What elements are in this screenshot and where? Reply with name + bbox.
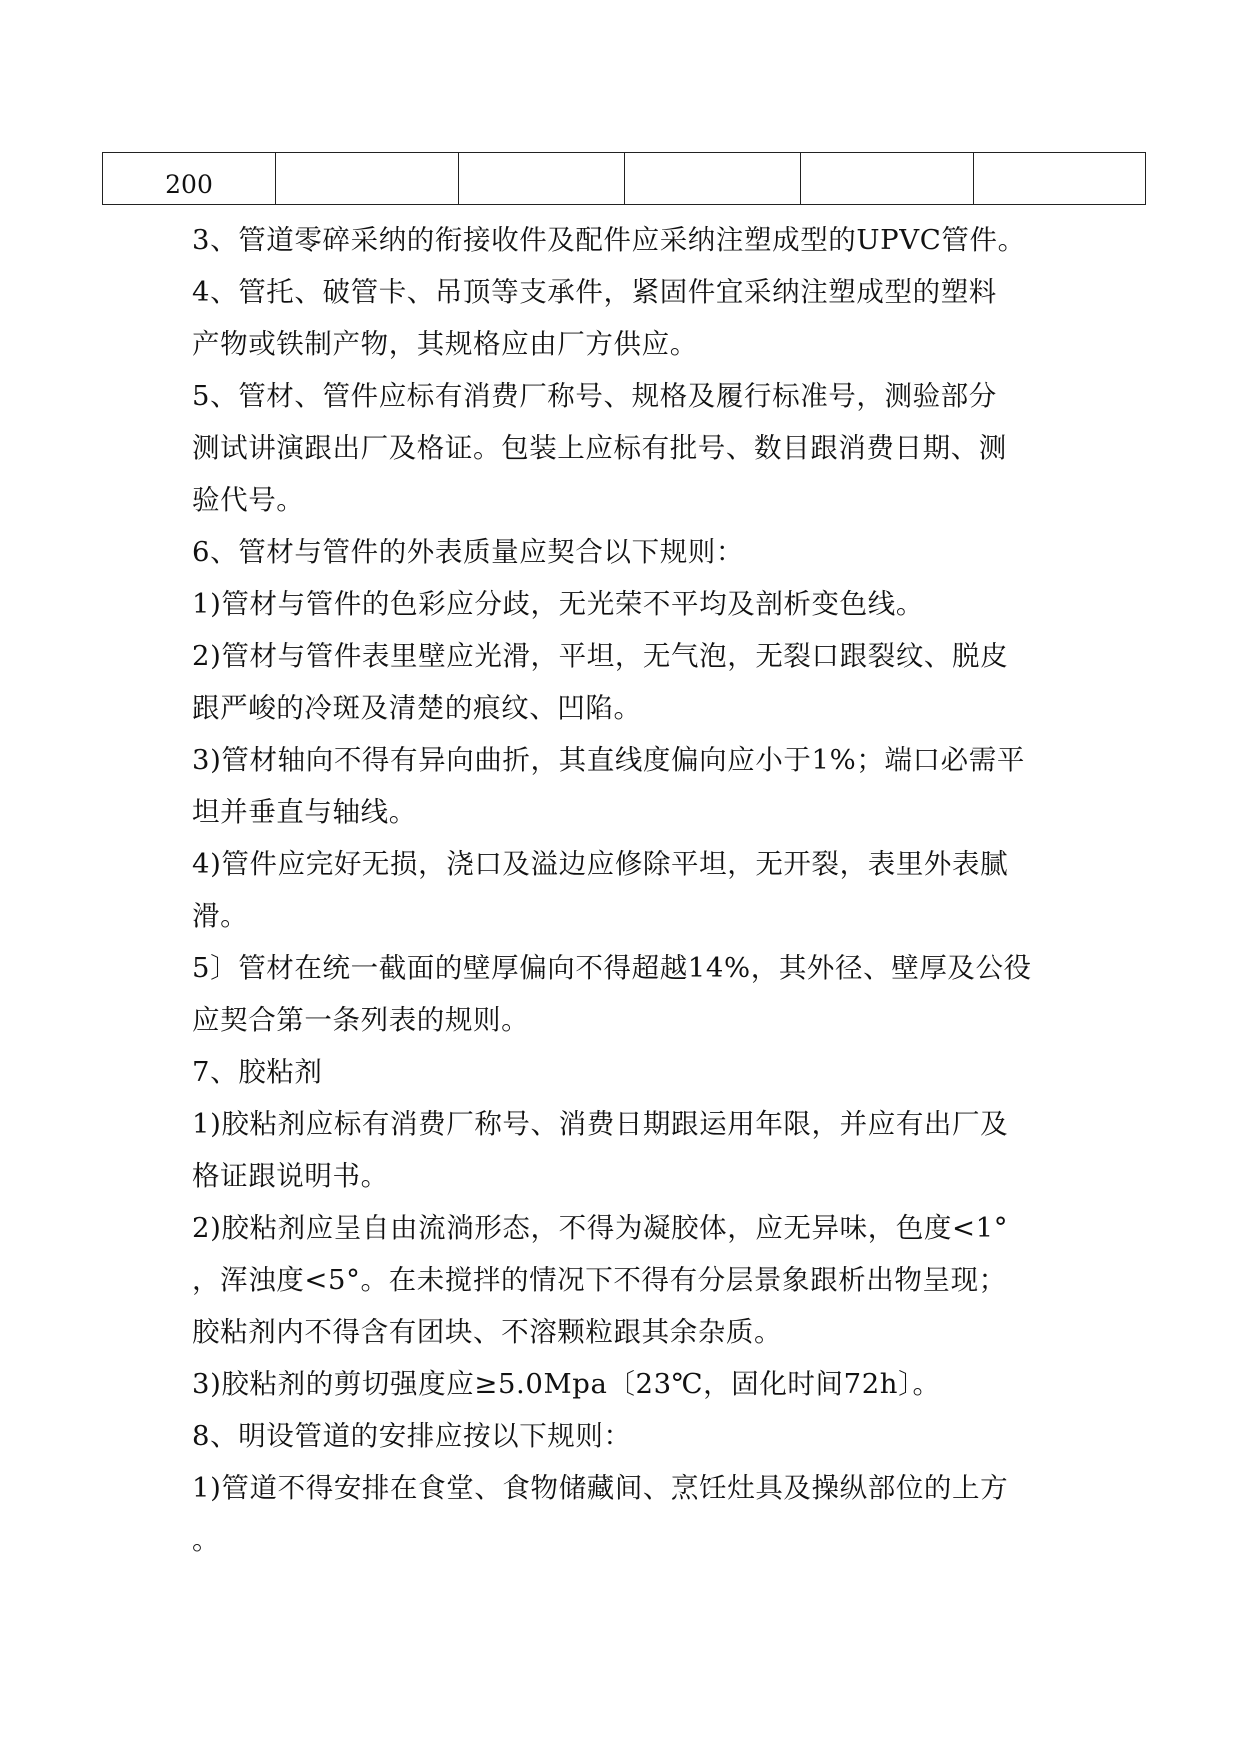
paragraph-subitem-7-1: 1)胶粘剂应标有消费厂称号、消费日期跟运用年限，并应有出厂及 格证跟说明书。 xyxy=(192,1108,1009,1192)
paragraph-subitem-8-1: 1)管道不得安排在食堂、食物储藏间、烹饪灶具及操纵部位的上方 。 xyxy=(192,1472,1009,1556)
paragraph-subitem-6-1: 1)管材与管件的色彩应分歧，无光荣不平均及剖析变色线。 xyxy=(192,588,924,620)
table-cell xyxy=(974,153,1146,205)
paragraph-subitem-6-2: 2)管材与管件表里壁应光滑，平坦，无气泡，无裂口跟裂纹、脱皮 跟严峻的冷斑及清楚的痕纹、凹陷。 xyxy=(192,640,1009,724)
table-cell: 200 xyxy=(103,153,276,205)
paragraph-item-4: 4、管托、破管卡、吊顶等支承件，紧固件宜采纳注塑成型的塑料 产物或铁制产物，其规格应由厂方供应。 xyxy=(192,276,997,360)
paragraph-subitem-6-5: 5〕管材在统一截面的壁厚偏向不得超越14%，其外径、壁厚及公役 应契合第一条列表的规则。 xyxy=(192,952,1032,1036)
paragraph-subitem-6-4: 4)管件应完好无损，浇口及溢边应修除平坦，无开裂，表里外表腻 滑。 xyxy=(192,848,1009,932)
paragraph-subitem-7-2: 2)胶粘剂应呈自由流淌形态，不得为凝胶体，应无异味，色度<1° ，浑浊度<5°。在未搅拌的情况下不得有分层景象跟析出物呈现； 胶粘剂内不得含有团块、不溶颗粒跟其余杂质。 xyxy=(192,1212,1009,1348)
paragraph-item-8: 8、明设管道的安排应按以下规则： xyxy=(192,1420,632,1452)
table-cell xyxy=(459,153,625,205)
paragraph-item-3: 3、管道零碎采纳的衔接收件及配件应采纳注塑成型的UPVC管件。 xyxy=(192,224,1026,256)
paragraph-subitem-6-3: 3)管材轴向不得有异向曲折，其直线度偏向应小于1%；端口必需平 坦并垂直与轴线。 xyxy=(192,744,1025,828)
table-cell xyxy=(801,153,974,205)
paragraph-item-5: 5、管材、管件应标有消费厂称号、规格及履行标准号，测验部分 测试讲演跟出厂及格证。包装上应标有批号、数目跟消费日期、测 验代号。 xyxy=(192,380,1007,516)
table-row xyxy=(103,153,1146,205)
spec-table xyxy=(102,152,1146,205)
paragraph-item-6: 6、管材与管件的外表质量应契合以下规则： xyxy=(192,536,744,568)
table-cell xyxy=(276,153,459,205)
paragraph-subitem-7-3: 3)胶粘剂的剪切强度应≥5.0Mpa〔23℃，固化时间72h〕。 xyxy=(192,1368,941,1400)
paragraph-item-7: 7、胶粘剂 xyxy=(192,1056,323,1088)
table-cell xyxy=(625,153,801,205)
